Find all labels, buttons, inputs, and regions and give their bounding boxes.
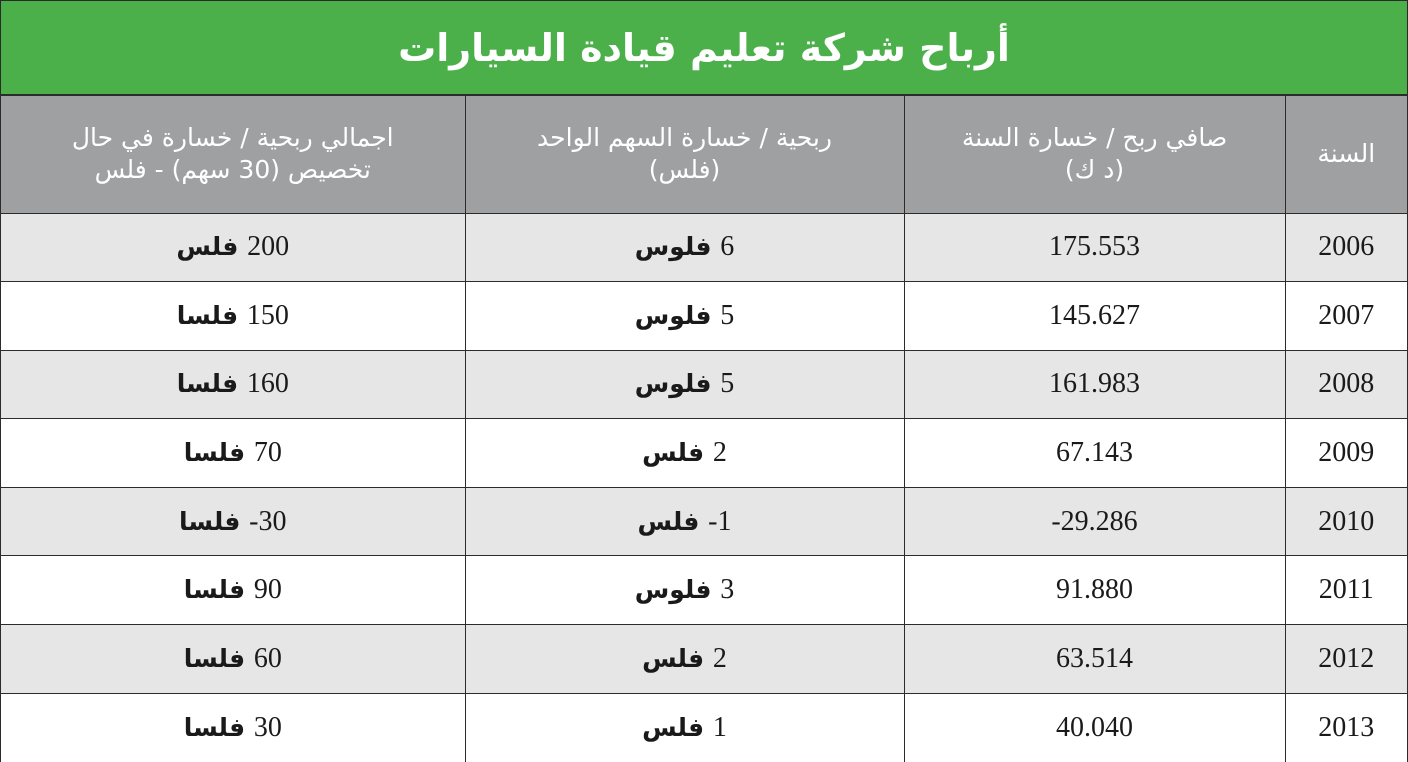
per-share-number: 1- — [708, 505, 732, 537]
total-cell — [1, 556, 465, 625]
table-row — [1, 625, 1407, 694]
header-net-profit-unit: (د ك) — [1064, 155, 1125, 185]
total-number: 30- — [249, 505, 287, 537]
header-total — [1, 96, 465, 213]
per-share-unit: فلس — [642, 712, 705, 742]
per-share-number: 5 — [720, 368, 735, 400]
total-number: 60 — [253, 642, 282, 674]
header-year-label: السنة — [1317, 139, 1376, 169]
profits-table — [1, 96, 1407, 762]
header-row — [1, 96, 1407, 213]
total-unit: فلسا — [179, 506, 241, 536]
year-cell: 2008 — [1285, 350, 1407, 419]
total-cell — [1, 350, 465, 419]
net-profit-cell: -29.286 — [904, 487, 1285, 556]
per-share-cell — [465, 213, 904, 282]
total-number: 90 — [253, 574, 282, 606]
per-share-unit: فلس — [642, 643, 705, 673]
total-unit: فلسا — [183, 438, 246, 468]
header-net-profit-label: صافي ربح / خسارة السنة — [961, 123, 1228, 153]
year-cell: 2007 — [1285, 282, 1407, 351]
per-share-unit: فلس — [642, 438, 705, 468]
net-profit-cell: 161.983 — [904, 350, 1285, 419]
per-share-number: 3 — [720, 574, 735, 606]
net-profit-cell: 63.514 — [904, 625, 1285, 694]
table-row — [1, 213, 1407, 282]
total-cell — [1, 487, 465, 556]
title-bar — [1, 1, 1407, 96]
header-net-profit — [904, 96, 1285, 213]
per-share-cell — [465, 625, 904, 694]
per-share-unit: فلوس — [634, 300, 712, 330]
total-unit: فلسا — [183, 712, 246, 742]
table-row — [1, 419, 1407, 488]
net-profit-cell: 91.880 — [904, 556, 1285, 625]
net-profit-cell: 67.143 — [904, 419, 1285, 488]
total-unit: فلسا — [183, 575, 246, 605]
total-cell — [1, 625, 465, 694]
per-share-cell — [465, 693, 904, 762]
table-row — [1, 487, 1407, 556]
year-cell: 2011 — [1285, 556, 1407, 625]
per-share-cell — [465, 487, 904, 556]
per-share-cell — [465, 419, 904, 488]
table-row — [1, 556, 1407, 625]
total-number: 160 — [246, 368, 289, 400]
year-cell: 2009 — [1285, 419, 1407, 488]
year-cell: 2006 — [1285, 213, 1407, 282]
total-unit: فلسا — [176, 369, 239, 399]
table-row — [1, 350, 1407, 419]
total-cell — [1, 213, 465, 282]
header-year — [1285, 96, 1407, 213]
per-share-cell — [465, 282, 904, 351]
total-unit: فلسا — [183, 643, 246, 673]
year-cell: 2013 — [1285, 693, 1407, 762]
per-share-number: 6 — [720, 231, 735, 263]
per-share-unit: فلوس — [634, 232, 712, 262]
net-profit-cell: 145.627 — [904, 282, 1285, 351]
per-share-cell — [465, 556, 904, 625]
total-cell — [1, 693, 465, 762]
total-number: 30 — [253, 711, 282, 743]
total-unit: فلس — [176, 232, 239, 262]
header-per-share-label: ربحية / خسارة السهم الواحد — [537, 123, 832, 153]
per-share-cell — [465, 350, 904, 419]
header-per-share-unit: (فلس) — [648, 155, 721, 185]
table-row — [1, 693, 1407, 762]
net-profit-cell: 175.553 — [904, 213, 1285, 282]
per-share-number: 2 — [712, 437, 727, 469]
per-share-unit: فلوس — [634, 575, 712, 605]
total-number: 200 — [247, 231, 290, 263]
header-per-share — [465, 96, 904, 213]
table-title: أرباح شركة تعليم قيادة السيارات — [398, 25, 1010, 70]
year-cell: 2012 — [1285, 625, 1407, 694]
total-cell — [1, 419, 465, 488]
total-unit: فلسا — [176, 300, 239, 330]
total-number: 150 — [246, 299, 289, 331]
per-share-number: 1 — [712, 711, 727, 743]
per-share-number: 5 — [720, 299, 735, 331]
per-share-number: 2 — [712, 642, 727, 674]
header-total-label: اجمالي ربحية / خسارة في حال — [71, 123, 394, 153]
per-share-unit: فلس — [637, 506, 700, 536]
table-row — [1, 282, 1407, 351]
per-share-unit: فلوس — [634, 369, 712, 399]
net-profit-cell: 40.040 — [904, 693, 1285, 762]
total-cell — [1, 282, 465, 351]
year-cell: 2010 — [1285, 487, 1407, 556]
header-total-unit: تخصيص (30 سهم) - فلس — [94, 155, 371, 185]
total-number: 70 — [253, 437, 282, 469]
